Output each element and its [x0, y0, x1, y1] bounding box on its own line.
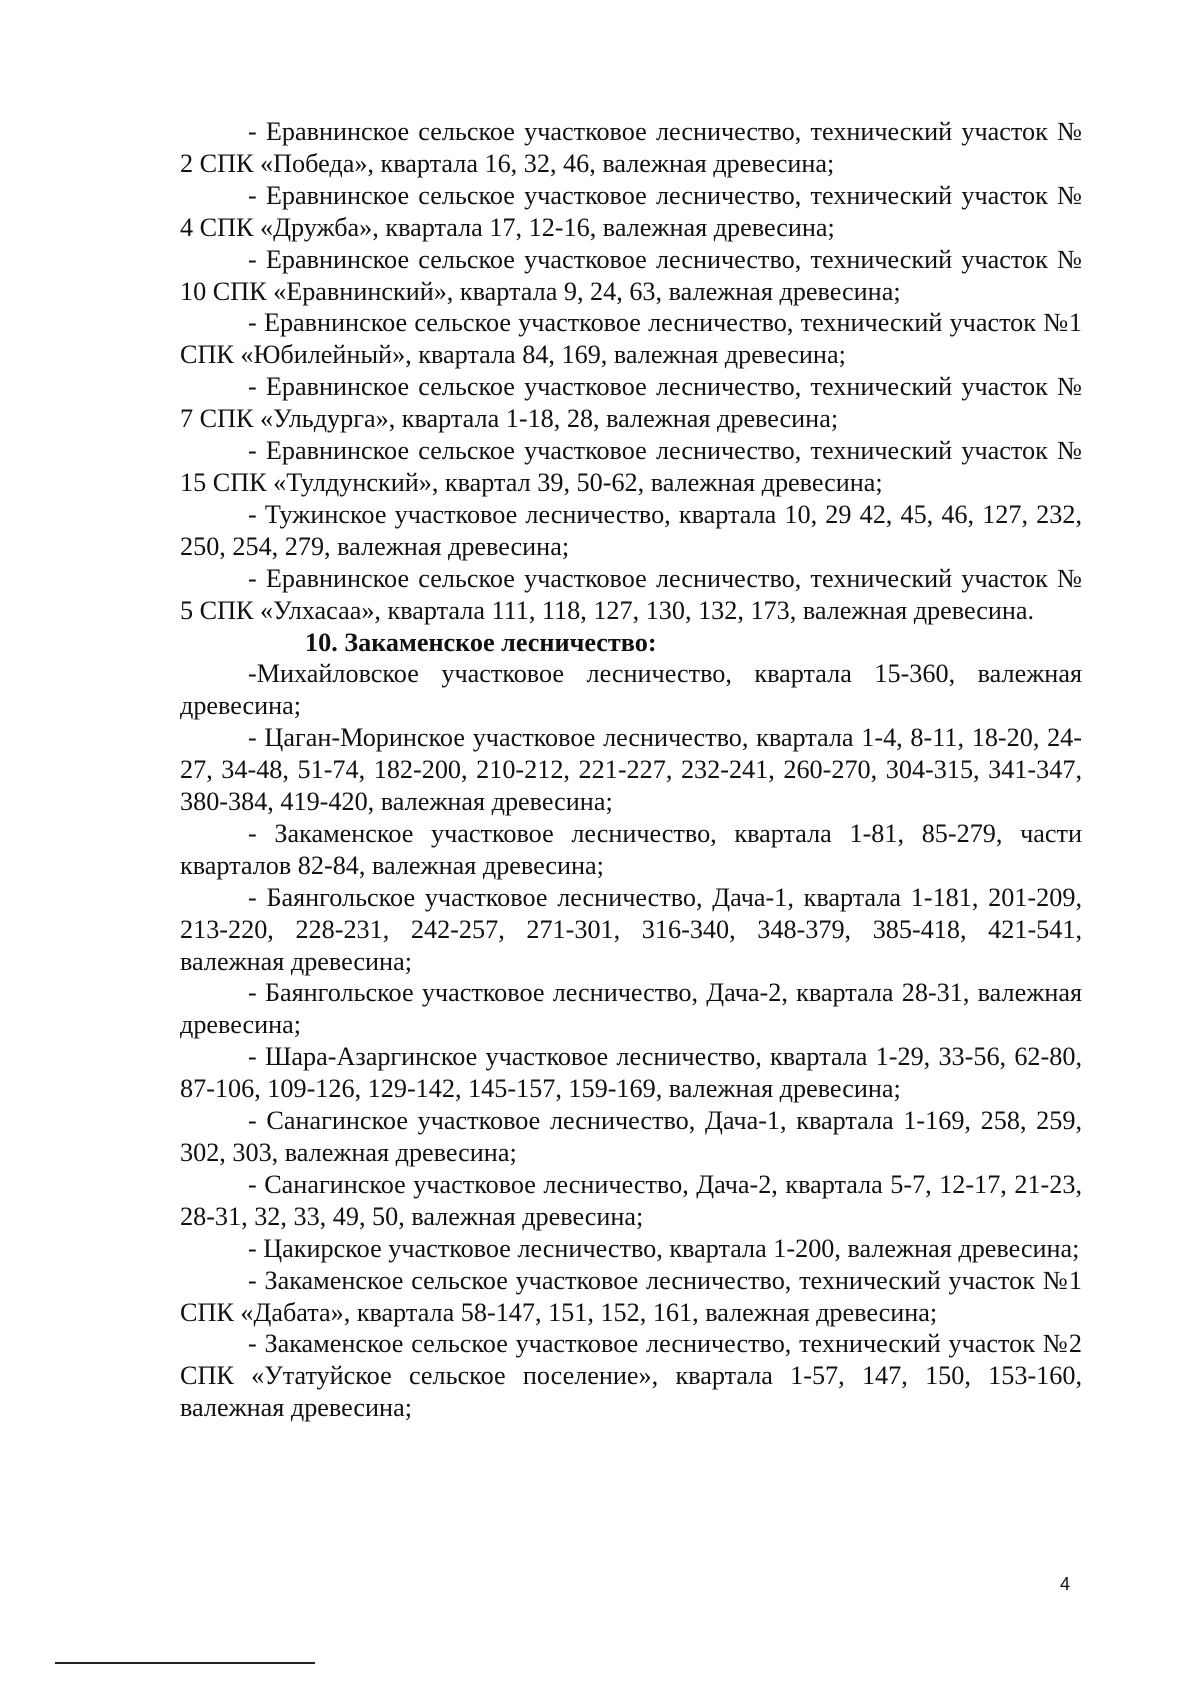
- paragraph-sanaginskoe-dacha-1: - Санагинское участковое лесничество, Дача-1, квартала 1-169, 258, 259, 302, 303, валежная древесина;: [180, 1106, 1082, 1167]
- paragraph-utatuyskoe: - Закаменское сельское участковое лесничество, технический участок №2 СПК «Утатуйское сельское поселение», квартала 1-57, 147, 150, 153-160, валежная древесина;: [180, 1329, 1082, 1423]
- paragraph-tsakirskoe: - Цакирское участковое лесничество, квартала 1-200, валежная древесина;: [248, 1233, 1080, 1263]
- paragraph-tuzhinskoe: - Тужинское участковое лесничество, квартала 10, 29 42, 45, 46, 127, 232, 250, 254, 279, валежная древесина;: [180, 499, 1082, 561]
- document-body: [180, 116, 1082, 1424]
- paragraph-bayangolskoe-dacha-2: - Баянгольское участковое лесничество, Дача-2, квартала 28-31, валежная древесина;: [180, 978, 1082, 1040]
- paragraph-druzhba: - Еравнинское сельское участковое лесничество, технический участок № 4 СПК «Дружба», квартала 17, 12-16, валежная древесина;: [180, 180, 1082, 242]
- paragraph-tuldunsky: - Еравнинское сельское участковое лесничество, технический участок № 15 СПК «Тулдунский», квартал 39, 50-62, валежная древесина;: [180, 436, 1082, 497]
- paragraph-dabata: - Закаменское сельское участковое лесничество, технический участок №1 СПК «Дабата», квартала 58-147, 151, 152, 161, валежная древесина;: [180, 1265, 1082, 1327]
- paragraph-shara-azarginskoe: - Шара-Азаргинское участковое лесничество, квартала 1-29, 33-56, 62-80, 87-106, 109-126, 129-142, 145-157, 159-169, валежная древесина;: [180, 1042, 1082, 1104]
- footnote-divider: [55, 1662, 315, 1664]
- page-number: 4: [1060, 1574, 1071, 1594]
- section-heading: 10. Закаменское лесничество:: [305, 627, 657, 657]
- paragraph-eravninsky: - Еравнинское сельское участковое лесничество, технический участок № 10 СПК «Еравнинский», квартала 9, 24, 63, валежная древесина;: [180, 244, 1082, 306]
- paragraph-yubileyny: - Еравнинское сельское участковое лесничество, технический участок №1 СПК «Юбилейный», квартала 84, 169, валежная древесина;: [180, 308, 1082, 370]
- paragraph-mikhaylovskoe: -Михайловское участковое лесничество, квартала 15-360, валежная древесина;: [180, 659, 1082, 721]
- paragraph-zakamenskoe: - Закаменское участковое лесничество, квартала 1-81, 85-279, части кварталов 82-84, валежная древесина;: [180, 818, 1082, 880]
- paragraph-bayangolskoe-dacha-1: - Баянгольское участковое лесничество, Дача-1, квартала 1-181, 201-209, 213-220, 228-231, 242-257, 271-301, 316-340, 348-379, 385-418, 421-541, валежная древесина;: [180, 882, 1082, 976]
- paragraph-ulkhasaa: - Еравнинское сельское участковое лесничество, технический участок № 5 СПК «Улхасаа», квартала 111, 118, 127, 130, 132, 173, валежная древесина.: [180, 563, 1082, 625]
- paragraph-sanaginskoe-dacha-2: - Санагинское участковое лесничество, Дача-2, квартала 5-7, 12-17, 21-23, 28-31, 32, 33, 49, 50, валежная древесина;: [180, 1169, 1082, 1231]
- paragraph-uldurga: - Еравнинское сельское участковое лесничество, технический участок № 7 СПК «Ульдурга», квартала 1-18, 28, валежная древесина;: [180, 372, 1082, 434]
- paragraph-tsagan-morinskoe: - Цаган-Моринское участковое лесничество, квартала 1-4, 8-11, 18-20, 24-27, 34-48, 51-74, 182-200, 210-212, 221-227, 232-241, 260-270, 304-315, 341-347, 380-384, 419-420, валежная древесина;: [180, 723, 1082, 817]
- paragraph-pobeda: - Еравнинское сельское участковое лесничество, технический участок № 2 СПК «Победа», квартала 16, 32, 46, валежная древесина;: [180, 117, 1082, 178]
